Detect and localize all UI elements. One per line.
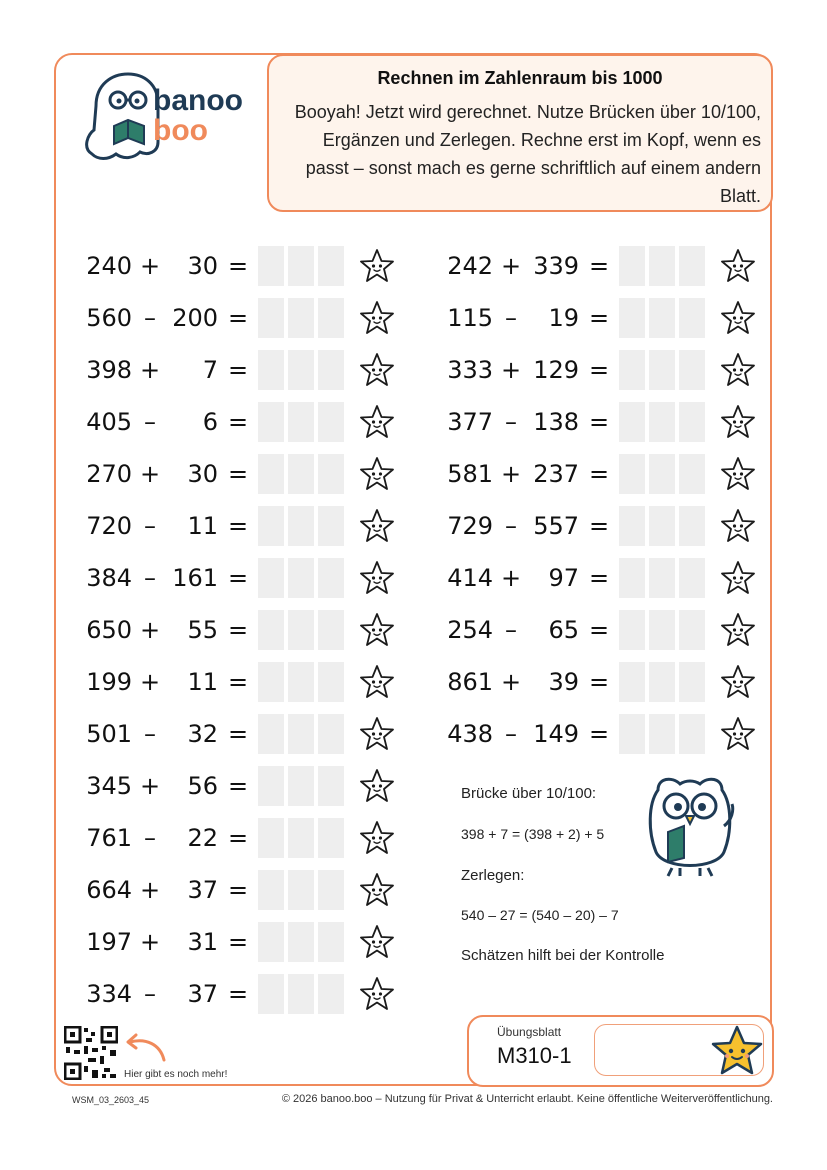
task-row: [82, 558, 402, 598]
task-first-number: 384: [86, 564, 132, 592]
task-row: [82, 870, 402, 910]
answer-digit-box[interactable]: [318, 922, 344, 962]
task-operator: +: [140, 356, 161, 384]
task-operator: +: [501, 252, 522, 280]
task-first-number: 720: [86, 512, 132, 540]
task-equals-sign: =: [589, 720, 610, 748]
task-second-number: 557: [533, 512, 579, 540]
sheet-label: Übungsblatt: [497, 1025, 562, 1039]
smiley-star-icon[interactable]: [358, 924, 396, 960]
task-operator: –: [144, 304, 156, 332]
task-equals-sign: =: [589, 668, 610, 696]
task-operator: +: [140, 460, 161, 488]
task-equals-sign: =: [228, 512, 249, 540]
task-second-number: 31: [187, 928, 218, 956]
answer-digit-box[interactable]: [649, 402, 675, 442]
answer-digit-box[interactable]: [619, 298, 645, 338]
answer-digit-box[interactable]: [258, 610, 284, 650]
task-second-number: 39: [548, 668, 579, 696]
task-second-number: 6: [202, 408, 218, 436]
answer-digit-box[interactable]: [619, 714, 645, 754]
logo-line1: banoo: [153, 84, 243, 117]
answer-digit-box[interactable]: [318, 402, 344, 442]
task-first-number: 345: [86, 772, 132, 800]
task-operator: –: [144, 980, 156, 1008]
task-first-number: 861: [447, 668, 493, 696]
task-first-number: 115: [447, 304, 493, 332]
task-first-number: 197: [86, 928, 132, 956]
hint-split-title: Zerlegen:: [461, 867, 525, 884]
task-second-number: 65: [548, 616, 579, 644]
task-second-number: 55: [187, 616, 218, 644]
task-row: [82, 818, 402, 858]
hint-estimate: Schätzen hilft bei der Kontrolle: [461, 947, 665, 964]
answer-digit-box[interactable]: [318, 662, 344, 702]
task-first-number: 438: [447, 720, 493, 748]
answer-digit-box[interactable]: [258, 506, 284, 546]
answer-digit-box[interactable]: [649, 610, 675, 650]
task-operator: –: [505, 304, 517, 332]
smiley-star-icon[interactable]: [358, 872, 396, 908]
task-operator: +: [140, 772, 161, 800]
task-row: [443, 610, 763, 650]
task-operator: +: [140, 616, 161, 644]
logo-wordmark: [153, 86, 243, 146]
task-equals-sign: =: [589, 616, 610, 644]
task-row: [443, 662, 763, 702]
answer-digit-box[interactable]: [649, 714, 675, 754]
task-equals-sign: =: [228, 772, 249, 800]
answer-digit-box[interactable]: [258, 766, 284, 806]
answer-digit-box[interactable]: [288, 766, 314, 806]
answer-digit-box[interactable]: [619, 402, 645, 442]
task-operator: –: [144, 564, 156, 592]
answer-digit-box[interactable]: [679, 610, 705, 650]
answer-digit-box[interactable]: [649, 662, 675, 702]
answer-digit-box[interactable]: [649, 506, 675, 546]
smiley-star-icon[interactable]: [719, 248, 757, 284]
answer-digit-box[interactable]: [318, 818, 344, 858]
answer-digit-box[interactable]: [318, 298, 344, 338]
task-second-number: 11: [187, 512, 218, 540]
smiley-star-icon[interactable]: [358, 352, 396, 388]
task-row: [82, 714, 402, 754]
task-operator: +: [140, 252, 161, 280]
answer-digit-box[interactable]: [288, 558, 314, 598]
smiley-star-icon[interactable]: [358, 248, 396, 284]
task-equals-sign: =: [228, 980, 249, 1008]
task-operator: –: [144, 512, 156, 540]
task-equals-sign: =: [228, 928, 249, 956]
task-operator: +: [501, 460, 522, 488]
instruction-text: Booyah! Jetzt wird gerechnet. Nutze Brücken über 10/100, Ergänzen und Zerlegen. Rechne erst im Kopf, wenn es passt – sonst mach es gerne schriftlich auf einem andern Blatt.: [294, 102, 761, 206]
worksheet-title: Rechnen im Zahlenraum bis 1000: [377, 68, 663, 88]
answer-digit-box[interactable]: [619, 610, 645, 650]
task-equals-sign: =: [228, 408, 249, 436]
task-operator: +: [140, 876, 161, 904]
answer-digit-box[interactable]: [649, 246, 675, 286]
task-operator: –: [505, 512, 517, 540]
task-operator: +: [140, 928, 161, 956]
smiley-star-icon[interactable]: [719, 404, 757, 440]
copyright-note: © 2026 banoo.boo – Nutzung für Privat & Unterricht erlaubt. Keine öffentliche Weiterveröffentlichung.: [281, 1093, 773, 1105]
task-row: [82, 922, 402, 962]
answer-digit-box[interactable]: [318, 610, 344, 650]
task-second-number: 149: [533, 720, 579, 748]
task-operator: –: [144, 408, 156, 436]
task-row: [82, 974, 402, 1014]
task-row: [443, 714, 763, 754]
answer-digit-box[interactable]: [258, 454, 284, 494]
task-equals-sign: =: [228, 252, 249, 280]
task-equals-sign: =: [589, 460, 610, 488]
task-second-number: 32: [187, 720, 218, 748]
answer-digit-box[interactable]: [679, 454, 705, 494]
answer-digit-box[interactable]: [679, 662, 705, 702]
answer-digit-box[interactable]: [288, 454, 314, 494]
task-row: [82, 610, 402, 650]
smiley-star-icon[interactable]: [358, 976, 396, 1012]
task-row: [82, 298, 402, 338]
task-second-number: 97: [548, 564, 579, 592]
task-row: [82, 454, 402, 494]
task-operator: +: [140, 668, 161, 696]
task-row: [443, 558, 763, 598]
task-first-number: 501: [86, 720, 132, 748]
answer-digit-box[interactable]: [318, 506, 344, 546]
smiley-star-icon[interactable]: [719, 456, 757, 492]
task-second-number: 138: [533, 408, 579, 436]
hint-bridge-title: Brücke über 10/100:: [461, 785, 597, 802]
task-row: [443, 454, 763, 494]
task-second-number: 129: [533, 356, 579, 384]
task-equals-sign: =: [589, 252, 610, 280]
task-first-number: 405: [86, 408, 132, 436]
smiley-star-icon[interactable]: [358, 716, 396, 752]
hint-bridge-example: 398 + 7 = (398 + 2) + 5: [461, 826, 605, 842]
task-row: [443, 246, 763, 286]
smiley-star-icon[interactable]: [719, 560, 757, 596]
task-equals-sign: =: [589, 564, 610, 592]
answer-digit-box[interactable]: [288, 506, 314, 546]
task-first-number: 242: [447, 252, 493, 280]
qr-code-icon[interactable]: [64, 1026, 118, 1080]
answer-digit-box[interactable]: [288, 662, 314, 702]
answer-digit-box[interactable]: [649, 558, 675, 598]
task-operator: +: [501, 356, 522, 384]
task-equals-sign: =: [228, 876, 249, 904]
task-operator: +: [501, 668, 522, 696]
task-second-number: 19: [548, 304, 579, 332]
task-row: [82, 662, 402, 702]
answer-digit-box[interactable]: [288, 298, 314, 338]
task-row: [82, 350, 402, 390]
task-operator: –: [505, 408, 517, 436]
task-operator: –: [505, 720, 517, 748]
task-equals-sign: =: [228, 564, 249, 592]
answer-digit-box[interactable]: [318, 870, 344, 910]
smiley-star-icon[interactable]: [358, 820, 396, 856]
owl-teacher-icon: [628, 770, 748, 880]
curved-arrow-icon: [120, 1030, 170, 1066]
answer-digit-box[interactable]: [258, 714, 284, 754]
task-first-number: 414: [447, 564, 493, 592]
answer-digit-box[interactable]: [679, 506, 705, 546]
answer-digit-box[interactable]: [318, 246, 344, 286]
task-second-number: 11: [187, 668, 218, 696]
answer-digit-box[interactable]: [288, 870, 314, 910]
answer-digit-box[interactable]: [318, 766, 344, 806]
task-second-number: 37: [187, 980, 218, 1008]
task-first-number: 334: [86, 980, 132, 1008]
answer-digit-box[interactable]: [258, 402, 284, 442]
task-row: [443, 350, 763, 390]
smiley-star-icon[interactable]: [358, 560, 396, 596]
smiley-star-icon[interactable]: [719, 612, 757, 648]
task-second-number: 7: [202, 356, 218, 384]
answer-digit-box[interactable]: [679, 714, 705, 754]
answer-digit-box[interactable]: [258, 818, 284, 858]
task-equals-sign: =: [589, 512, 610, 540]
smiley-star-icon[interactable]: [719, 664, 757, 700]
task-equals-sign: =: [228, 616, 249, 644]
answer-digit-box[interactable]: [288, 974, 314, 1014]
answer-digit-box[interactable]: [258, 922, 284, 962]
task-row: [443, 402, 763, 442]
task-first-number: 199: [86, 668, 132, 696]
task-equals-sign: =: [228, 668, 249, 696]
qr-note: Hier gibt es noch mehr!: [124, 1069, 228, 1080]
task-row: [82, 766, 402, 806]
answer-digit-box[interactable]: [679, 298, 705, 338]
task-first-number: 729: [447, 512, 493, 540]
answer-digit-box[interactable]: [619, 506, 645, 546]
smiley-star-icon[interactable]: [719, 508, 757, 544]
answer-digit-box[interactable]: [619, 350, 645, 390]
smiley-star-icon[interactable]: [358, 664, 396, 700]
sheet-code: M310-1: [497, 1043, 572, 1068]
task-operator: –: [144, 824, 156, 852]
task-second-number: 161: [172, 564, 218, 592]
task-equals-sign: =: [228, 356, 249, 384]
task-equals-sign: =: [589, 356, 610, 384]
answer-digit-box[interactable]: [649, 298, 675, 338]
answer-digit-box[interactable]: [258, 558, 284, 598]
task-first-number: 270: [86, 460, 132, 488]
task-first-number: 398: [86, 356, 132, 384]
task-first-number: 240: [86, 252, 132, 280]
task-second-number: 200: [172, 304, 218, 332]
answer-digit-box[interactable]: [318, 974, 344, 1014]
task-equals-sign: =: [589, 408, 610, 436]
task-second-number: 56: [187, 772, 218, 800]
task-row: [443, 506, 763, 546]
answer-digit-box[interactable]: [619, 454, 645, 494]
answer-digit-box[interactable]: [258, 350, 284, 390]
task-first-number: 664: [86, 876, 132, 904]
answer-digit-box[interactable]: [679, 246, 705, 286]
task-row: [82, 402, 402, 442]
task-row: [443, 298, 763, 338]
answer-digit-box[interactable]: [619, 558, 645, 598]
task-second-number: 37: [187, 876, 218, 904]
logo-line2: boo: [153, 114, 208, 147]
smiley-star-icon[interactable]: [358, 768, 396, 804]
task-second-number: 30: [187, 460, 218, 488]
answer-digit-box[interactable]: [258, 870, 284, 910]
answer-digit-box[interactable]: [318, 454, 344, 494]
task-operator: +: [501, 564, 522, 592]
smiley-star-icon[interactable]: [358, 404, 396, 440]
task-equals-sign: =: [228, 720, 249, 748]
answer-digit-box[interactable]: [619, 246, 645, 286]
task-first-number: 560: [86, 304, 132, 332]
task-second-number: 339: [533, 252, 579, 280]
task-second-number: 30: [187, 252, 218, 280]
task-second-number: 237: [533, 460, 579, 488]
task-first-number: 581: [447, 460, 493, 488]
task-equals-sign: =: [228, 304, 249, 332]
task-first-number: 254: [447, 616, 493, 644]
answer-digit-box[interactable]: [258, 974, 284, 1014]
smiley-star-icon[interactable]: [358, 508, 396, 544]
answer-digit-box[interactable]: [619, 662, 645, 702]
smiley-star-icon[interactable]: [719, 352, 757, 388]
task-operator: –: [144, 720, 156, 748]
task-equals-sign: =: [589, 304, 610, 332]
task-row: [82, 506, 402, 546]
answer-digit-box[interactable]: [258, 246, 284, 286]
answer-digit-box[interactable]: [258, 298, 284, 338]
task-first-number: 650: [86, 616, 132, 644]
smiley-star-icon[interactable]: [719, 716, 757, 752]
task-first-number: 333: [447, 356, 493, 384]
answer-digit-box[interactable]: [649, 454, 675, 494]
worksheet-code: WSM_03_2603_45: [72, 1095, 150, 1105]
answer-digit-box[interactable]: [318, 558, 344, 598]
task-first-number: 761: [86, 824, 132, 852]
task-equals-sign: =: [228, 460, 249, 488]
instruction-box: [267, 54, 773, 212]
answer-digit-box[interactable]: [288, 714, 314, 754]
task-operator: –: [505, 616, 517, 644]
smiley-star-icon[interactable]: [358, 612, 396, 648]
smiley-star-icon[interactable]: [358, 300, 396, 336]
answer-digit-box[interactable]: [649, 350, 675, 390]
answer-digit-box[interactable]: [288, 350, 314, 390]
task-first-number: 377: [447, 408, 493, 436]
answer-digit-box[interactable]: [679, 558, 705, 598]
smiley-star-icon[interactable]: [719, 300, 757, 336]
answer-digit-box[interactable]: [258, 662, 284, 702]
answer-digit-box[interactable]: [288, 922, 314, 962]
task-equals-sign: =: [228, 824, 249, 852]
answer-digit-box[interactable]: [679, 350, 705, 390]
answer-digit-box[interactable]: [288, 402, 314, 442]
smiley-star-icon[interactable]: [358, 456, 396, 492]
answer-digit-box[interactable]: [679, 402, 705, 442]
gold-star-icon: [708, 1024, 766, 1078]
answer-digit-box[interactable]: [288, 610, 314, 650]
task-row: [82, 246, 402, 286]
hint-split-example: 540 – 27 = (540 – 20) – 7: [461, 907, 619, 923]
answer-digit-box[interactable]: [318, 350, 344, 390]
answer-digit-box[interactable]: [318, 714, 344, 754]
answer-digit-box[interactable]: [288, 818, 314, 858]
answer-digit-box[interactable]: [288, 246, 314, 286]
task-second-number: 22: [187, 824, 218, 852]
